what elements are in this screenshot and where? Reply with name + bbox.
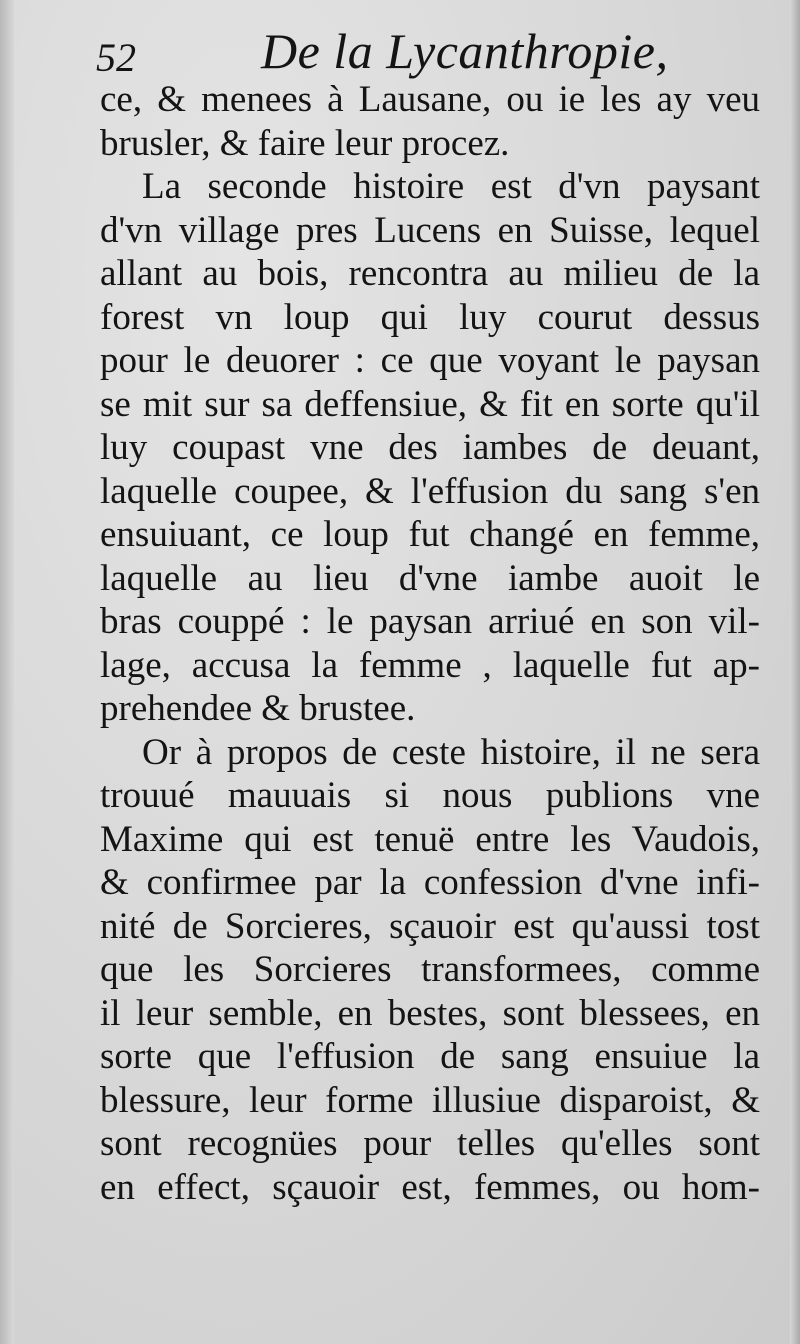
page-edge-right <box>790 0 800 1344</box>
text-line: se mit sur sa deffensiue, & fit en sorte qu'il <box>100 383 760 425</box>
text-line: La seconde histoire est d'vn paysant <box>142 166 760 207</box>
text-line: ensuiuant, ce loup fut changé en femme, <box>100 514 760 555</box>
text-line: allant au bois, rencontra au milieu de la <box>100 253 760 294</box>
text-line: luy coupast vne des iambes de deuant, <box>100 427 760 468</box>
page-edge-left <box>0 0 14 1344</box>
text-line: laquelle coupee, & l'effusion du sang s'en <box>100 470 760 512</box>
text-line: nité de Sorcieres, sçauoir est qu'aussi tost <box>100 905 760 947</box>
running-title: De la Lycanthropie, <box>261 23 669 79</box>
text-line: bras couppé : le paysan arriué en son vil- <box>100 601 760 642</box>
text-line: que les Sorcieres transformees, comme <box>100 949 760 990</box>
text-line: Maxime qui est tenuë entre les Vaudois, <box>100 818 760 860</box>
text-line: sorte que l'effusion de sang ensuiue la <box>100 1036 760 1077</box>
text-line: Or à propos de ceste histoire, il ne sera <box>142 731 760 773</box>
text-line: il leur semble, en bestes, sont blessees, en <box>100 992 760 1034</box>
text-line: & confirmee par la confession d'vne infi- <box>100 862 760 903</box>
text-line: forest vn loup qui luy courut dessus <box>100 296 760 338</box>
text-line: laquelle au lieu d'vne iambe auoit le <box>100 557 760 599</box>
text-line: d'vn village pres Lucens en Suisse, lequel <box>100 209 760 251</box>
text-line: sont recognües pour telles qu'elles sont <box>100 1123 760 1164</box>
text-line: lage, accusa la femme , laquelle fut ap- <box>100 644 760 686</box>
text-line: ce, & menees à Lausane, ou ie les ay veu <box>100 79 760 120</box>
text-line: blessure, leur forme illusiue disparoist, & <box>100 1079 760 1121</box>
text-line: trouué mauuais si nous publions vne <box>100 775 760 816</box>
text-line: pour le deuorer : ce que voyant le paysan <box>100 340 760 381</box>
text-line: brusler, & faire leur procez. <box>100 122 510 164</box>
page-number: 52 <box>96 35 136 80</box>
text-body <box>100 78 760 1209</box>
text-line: prehendee & brustee. <box>100 688 416 729</box>
text-line: en effect, sçauoir est, femmes, ou hom- <box>100 1166 760 1208</box>
